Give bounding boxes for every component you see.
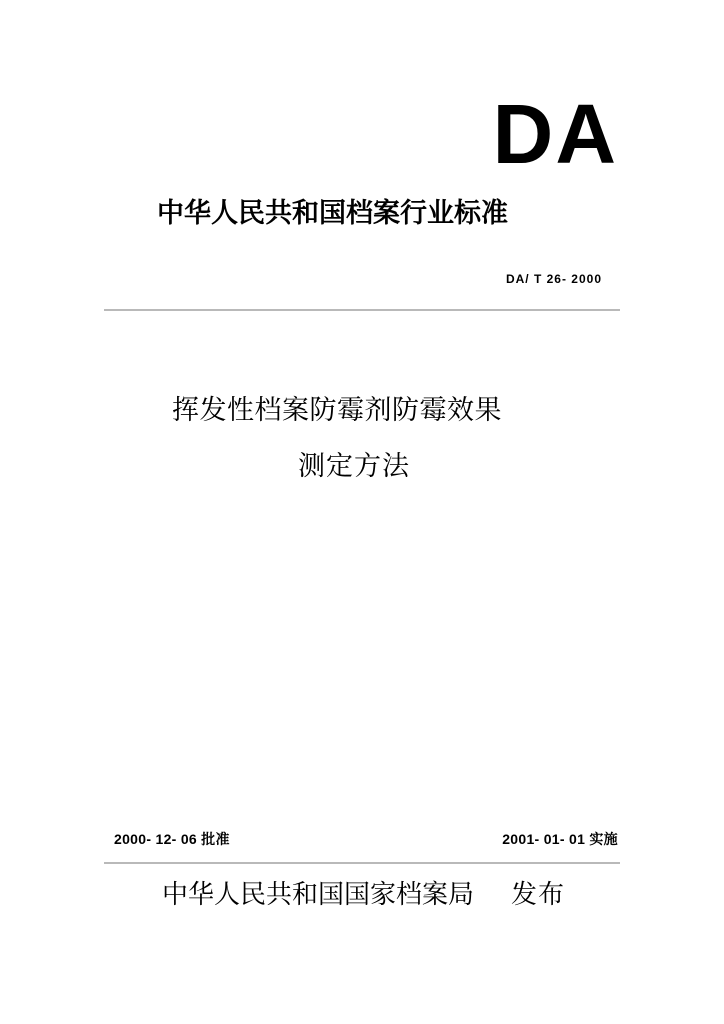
approval-date: 2000- 12- 06 批准 [114, 831, 230, 847]
bottom-divider [104, 862, 620, 864]
document-title-line-2: 测定方法 [298, 451, 410, 482]
industry-standard-heading: 中华人民共和国档案行业标准 [157, 198, 508, 229]
standard-number: DA/ T 26- 2000 [505, 272, 602, 286]
top-divider [104, 309, 620, 311]
publisher-name: 中华人民共和国国家档案局 [162, 880, 475, 910]
publish-label: 发布 [511, 880, 566, 910]
implementation-date: 2001- 01- 01 实施 [502, 831, 618, 847]
da-logo: DA [492, 87, 618, 181]
document-title-line-1: 挥发性档案防霉剂防霉效果 [172, 395, 502, 426]
